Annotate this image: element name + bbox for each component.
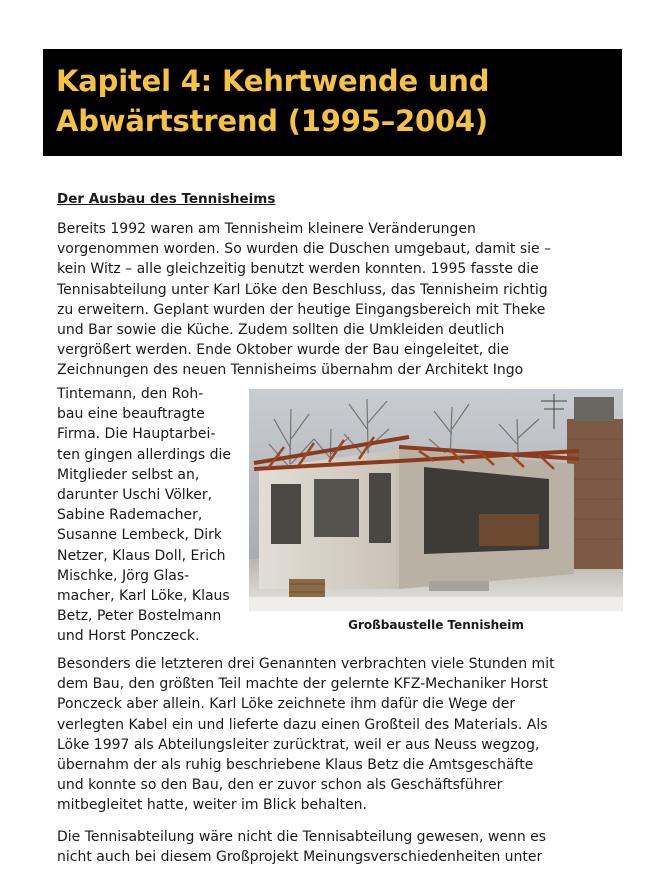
text-line: Tintemann, den Roh- <box>57 386 204 402</box>
chapter-banner <box>43 49 622 156</box>
paragraph-1-wrapped-column <box>57 384 247 647</box>
text-line: Netzer, Klaus Doll, Erich <box>57 547 226 564</box>
text-line: Ponczeck aber allein. Karl Löke zeichnete ihm dafür die Wege der <box>57 696 516 713</box>
chapter-title-line-2: Abwärtstrend (1995–2004) <box>56 104 488 138</box>
text-line: Firma. Die Hauptarbei- <box>57 426 216 443</box>
text-line: Tennisabteilung unter Karl Löke den Beschluss, das Tennisheim richtig <box>57 281 548 298</box>
text-line: übernahm der als ruhig beschriebene Klaus Betz die Amtsgeschäfte <box>57 757 534 774</box>
text-line: und Bar sowie die Küche. Zudem sollten die Umkleiden deutlich <box>57 322 505 339</box>
text-line: dem Bau, den größten Teil machte der gelernte KFZ-Mechaniker Horst <box>57 676 548 693</box>
section-heading: Der Ausbau des Tennisheims <box>57 191 276 207</box>
text-line: Betz, Peter Bostelmann <box>57 608 222 625</box>
paragraph-2 <box>57 654 622 816</box>
paragraph-3 <box>57 827 622 867</box>
text-line: und Horst Ponczeck. <box>57 628 200 645</box>
text-line: Besonders die letzteren drei Genannten verbrachten viele Stunden mit <box>57 656 555 672</box>
text-line: und konnte so den Bau, den er zuvor schon als Geschäftsführer <box>57 777 503 794</box>
photo-caption: Großbaustelle Tennisheim <box>348 618 524 632</box>
text-line: bau eine beauftragte <box>57 406 205 423</box>
text-line: Zeichnungen des neuen Tennisheims übernahm der Architekt Ingo <box>57 362 524 379</box>
text-line: Sabine Rademacher, <box>57 507 203 524</box>
paragraph-1 <box>57 219 622 381</box>
text-line: Bereits 1992 waren am Tennisheim kleinere Veränderungen <box>57 221 476 237</box>
text-line: verlegten Kabel ein und lieferte dazu einen Großteil des Materials. Als <box>57 716 548 733</box>
text-line: nicht auch bei diesem Großprojekt Meinungsverschiedenheiten unter <box>57 849 543 866</box>
text-line: Susanne Lembeck, Dirk <box>57 527 222 544</box>
text-line: kein Witz – alle gleichzeitig benutzt werden konnten. 1995 fasste die <box>57 261 539 278</box>
text-line: Löke 1997 als Abteilungsleiter zurücktrat, weil er aus Neuss wegzog, <box>57 736 540 753</box>
text-line: ten gingen allerdings die <box>57 446 232 463</box>
text-line: Mischke, Jörg Glas- <box>57 567 190 584</box>
chapter-title-line-1: Kapitel 4: Kehrtwende und <box>56 64 490 98</box>
text-line: Die Tennisabteilung wäre nicht die Tennisabteilung gewesen, wenn es <box>57 829 547 845</box>
text-line: mitbegleitet hatte, weiter im Blick behalten. <box>57 797 367 814</box>
text-line: vergrößert werden. Ende Oktober wurde der Bau eingeleitet, die <box>57 342 509 359</box>
text-line: zu erweitern. Geplant wurden der heutige Eingangsbereich mit Theke <box>57 301 546 318</box>
text-line: Mitglieder selbst an, <box>57 466 200 483</box>
construction-photo-illustration <box>249 389 623 611</box>
text-line: macher, Karl Löke, Klaus <box>57 588 230 605</box>
construction-photo <box>249 389 623 611</box>
chapter-title <box>56 61 622 141</box>
text-line: darunter Uschi Völker, <box>57 487 213 504</box>
text-line: vorgenommen worden. So wurden die Duschen umgebaut, damit sie – <box>57 241 552 258</box>
